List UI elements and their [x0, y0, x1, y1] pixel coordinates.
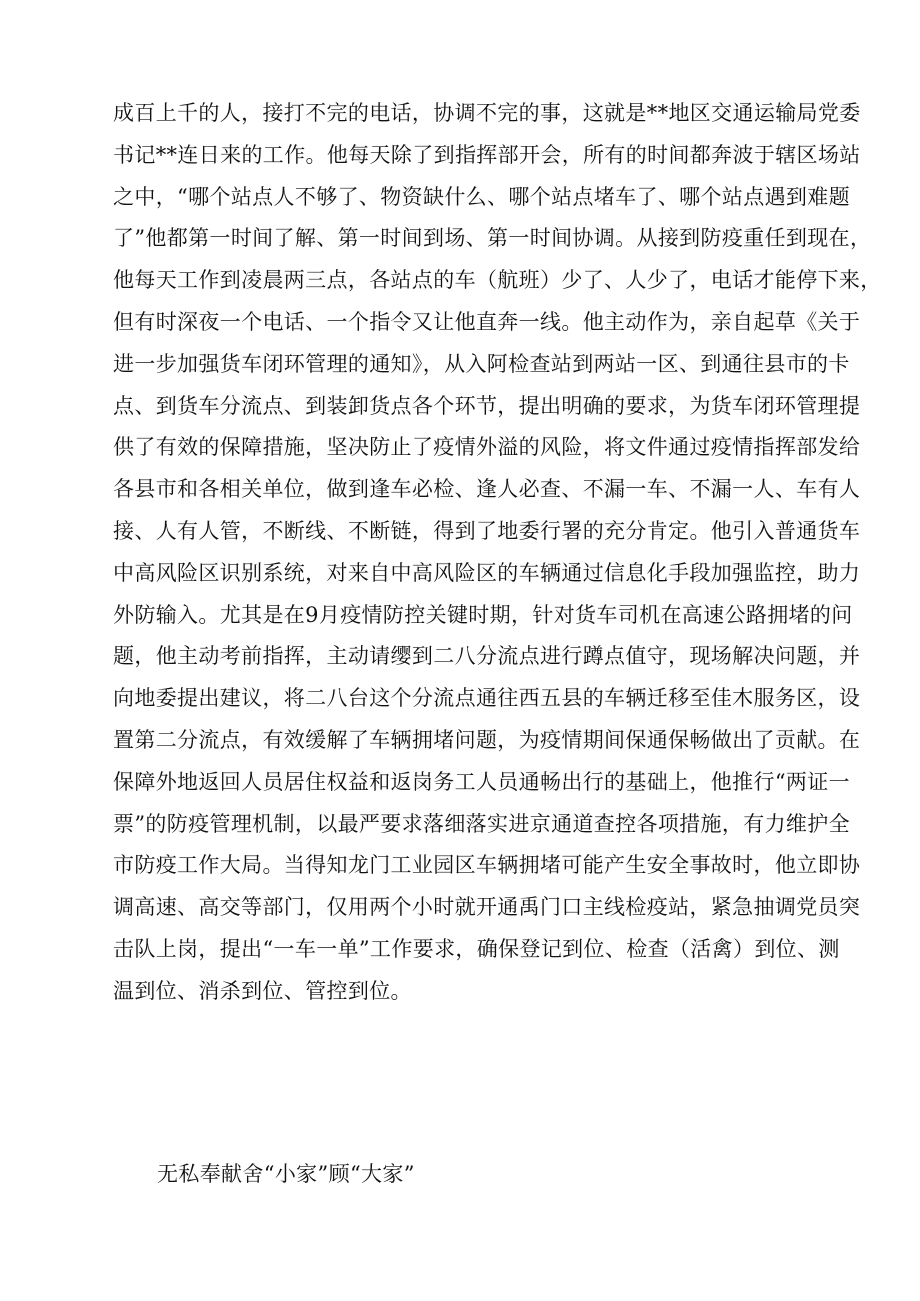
- paragraph-line: 调高速、高交等部门，仅用两个小时就开通禹门口主线检疫站，紧急抽调党员突: [113, 895, 861, 920]
- paragraph-line: 点、到货车分流点、到装卸货点各个环节，提出明确的要求，为货车闭环管理提: [113, 393, 861, 418]
- body-paragraph: [113, 93, 882, 1013]
- paragraph-line: 但有时深夜一个电话、一个指令又让他直奔一线。他主动作为，亲自起草《关于: [113, 309, 861, 334]
- paragraph-line: 向地委提出建议，将二八台这个分流点通往西五县的车辆迁移至佳木服务区，设: [113, 686, 861, 711]
- paragraph-line: 置第二分流点，有效缓解了车辆拥堵问题，为疫情期间保通保畅做出了贡献。在: [113, 727, 861, 752]
- paragraph-line: 进一步加强货车闭环管理的通知》，从入阿检查站到两站一区、到通往县市的卡: [113, 351, 850, 376]
- paragraph-line: 之中，“哪个站点人不够了、物资缺什么、哪个站点堵车了、哪个站点遇到难题: [113, 184, 850, 209]
- paragraph-line: 票”的防疫管理机制，以最严要求落细落实进京通道查控各项措施，有力维护全: [113, 811, 850, 836]
- paragraph-line: 保障外地返回人员居住权益和返岗务工人员通畅出行的基础上，他推行“两证一: [113, 769, 850, 794]
- paragraph-line: 中高风险区识别系统，对来自中高风险区的车辆通过信息化手段加强监控，助力: [113, 560, 861, 585]
- paragraph-line: 题，他主动考前指挥，主动请缨到二八分流点进行蹲点值守，现场解决问题，并: [113, 644, 861, 669]
- paragraph-line: 市防疫工作大局。当得知龙门工业园区车辆拥堵可能产生安全事故时，他立即协: [113, 853, 861, 878]
- paragraph-line: 他每天工作到凌晨两三点，各站点的车（航班）少了、人少了，电话才能停下来，: [113, 268, 882, 293]
- paragraph-line: 书记**连日来的工作。他每天除了到指挥部开会，所有的时间都奔波于辖区场站: [113, 142, 861, 167]
- section-heading: 无私奉献舍“小家”顾“大家”: [157, 1162, 415, 1186]
- paragraph-line: 接、人有人管，不断线、不断链，得到了地委行署的充分肯定。他引入普通货车: [113, 518, 861, 543]
- paragraph-line: 温到位、消杀到位、管控到位。: [113, 978, 412, 1003]
- paragraph-line: 各县市和各相关单位，做到逢车必检、逢人必查、不漏一车、不漏一人、车有人: [113, 477, 861, 502]
- paragraph-line: 击队上岗，提出“一车一单”工作要求，确保登记到位、检查（活禽）到位、测: [113, 936, 840, 961]
- paragraph-line: 了”他都第一时间了解、第一时间到场、第一时间协调。从接到防疫重任到现在，: [113, 226, 872, 251]
- paragraph-line: 外防输入。尤其是在9月疫情防控关键时期，针对货车司机在高速公路拥堵的问: [113, 602, 853, 627]
- paragraph-line: 供了有效的保障措施，坚决防止了疫情外溢的风险，将文件通过疫情指挥部发给: [113, 435, 861, 460]
- paragraph-line: 成百上千的人，接打不完的电话，协调不完的事，这就是**地区交通运输局党委: [113, 101, 861, 125]
